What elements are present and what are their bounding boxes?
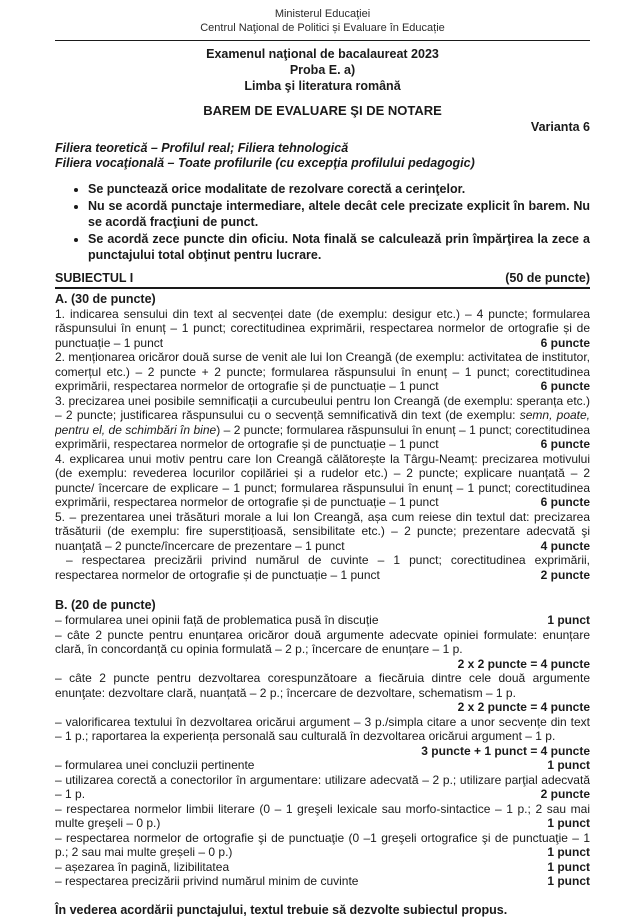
rubric-item-text: – valorificarea textului în dezvoltarea oricărui argument – 3 p./simpla citare a unor secvențe din text – 1 p.; raportarea la experiența personală sau culturală în dezvoltarea oricărui argument – 1 p. [55,715,590,744]
exam-title-block [55,46,590,94]
filiera-line-1: Filiera teoretică – Profilul real; Filiera tehnologică [55,141,590,156]
rubric-item-a2 [55,350,590,394]
rubric-item-b5 [55,758,590,773]
rubric-item-a5 [55,510,590,554]
subject-heading [55,271,590,289]
grading-rule: • Nu se acordă punctaje intermediare, altele decât cele precizate explicit în barem. Nu se acordă fracţiuni de punct. [88,198,590,230]
rubric-item-text: 1. indicarea sensului din text al secvenței date (de exemplu: desigur etc.) – 4 puncte; formularea răspunsului în enunț – 1 punct; corectitudinea exprimării, respectarea normelor de ortografie și de punctuație – 1 punct [55,307,590,350]
rubric-item-text: – formularea unei concluzii pertinente [55,758,254,772]
points-value: 6 puncte [541,336,590,351]
rubric-item-a5b [55,553,590,582]
rubric-item-text: 4. explicarea unui motiv pentru care Ion Creangă călătorește la Târgu-Neamț: precizarea motivului (de exemplu: revederea locurilor copilăriei și a rudelor etc.) – 2 puncte; explicare nuanțată – 2 puncte/ încercare de explicare – 1 punct; formularea răspunsului în enunț – 1 punct; corectitudinea exprimării, respectarea normelor de ortografie și de punctuație – 1 punct [55,452,590,510]
final-note: În vederea acordării punctajului, textul trebuie să dezvolte subiectul propus. [55,903,590,917]
points-value: 6 puncte [541,495,590,510]
header-divider [55,40,590,41]
points-value-line: 3 puncte + 1 punct = 4 puncte [55,744,590,759]
rubric-item-a4 [55,452,590,510]
rubric-item-a3 [55,394,590,452]
rubric-item-b9 [55,860,590,875]
rubric-item-text: – câte 2 puncte pentru enunțarea oricăror două argumente adecvate opiniei formulate: enunțare clară, în concordanță cu opinia formulată – 2 p.; încercare de enunțare – 1 p. [55,628,590,657]
rubric-item-text: – respectarea normelor de ortografie şi de punctuaţie (0 –1 greşeli ortografice şi de punctuaţie – 1 p.; 2 sau mai multe greșeli – 0 p.) [55,831,590,860]
points-value: 2 x 2 puncte = 4 puncte [458,657,590,672]
rubric-item-text: – așezarea în pagină, lizibilitatea [55,860,229,874]
rubric-item-b10 [55,874,590,889]
rubric-item-text: – formularea unei opinii față de problematica pusă în discuție [55,613,379,627]
rubric-item-b3 [55,671,590,715]
points-value: 1 punct [547,845,590,860]
points-value: 2 puncte [541,787,590,802]
rubric-item-b1 [55,613,590,628]
points-value: 4 puncte [541,539,590,554]
subject-title: SUBIECTUL I [55,271,133,286]
rubric-item-b2 [55,628,590,672]
variant-label: Varianta 6 [55,120,590,135]
rubric-item-text: – utilizarea corectă a conectorilor în argumentare: utilizare adecvată – 2 p.; utilizare parţial adecvată – 1 p. [55,773,590,802]
points-value: 1 punct [547,758,590,773]
rubric-item-text: 5. – prezentarea unei trăsături morale a lui Ion Creangă, așa cum reiese din textul dat: precizarea trăsăturii (de exemplu: fire superstițioasă, sensibilitate etc.) – 2 puncte; prezentare adecvată şi nuanţată – 2 puncte/încercare de prezentare – 1 punct [55,510,590,553]
points-value: 6 puncte [541,379,590,394]
points-value: 1 punct [547,816,590,831]
points-value: 2 x 2 puncte = 4 puncte [458,700,590,715]
points-value: 1 punct [547,613,590,628]
section-b-title: B. (20 de puncte) [55,597,590,613]
filiera-block [55,141,590,171]
points-value: 2 puncte [530,568,590,583]
grading-rules-list [55,181,590,263]
rubric-item-text: – respectarea precizării privind numărul de cuvinte – 1 punct; corectitudinea exprimării, respectarea normelor de ortografie și de punctuație – 1 punct [55,553,590,582]
center-name: Centrul Naţional de Politici și Evaluare în Educație [55,21,590,35]
quoted-text: semn, poate, pentru el, de schimbări în bine [55,408,590,437]
exam-subject: Limba şi literatura română [55,78,590,94]
section-a-title: A. (30 de puncte) [55,291,590,307]
rubric-item-b4 [55,715,590,744]
rubric-item-text: – respectarea normelor limbii literare (0 – 1 greşeli lexicale sau morfo-sintactice – 1 p.; 2 sau mai multe greşeli – 0 p.) [55,802,590,831]
exam-title: Examenul naţional de bacalaureat 2023 [55,46,590,62]
points-value: 1 punct [547,874,590,889]
rubric-item-b6 [55,773,590,802]
rubric-item-text: 3. precizarea unei posibile semnificații a curcubeului pentru Ion Creangă (de exemplu: speranța etc.) – 2 puncte; justificarea răspunsului cu o secvență semnificativă din text (de exemplu: [55,394,590,423]
rubric-item-text: – câte 2 puncte pentru dezvoltarea corespunzătoare a fiecăruia dintre cele două argumente enunţate: dezvoltare clară, nuanțată – 2 p.; încercare de dezvoltare, schematism – 1 p. [55,671,590,700]
points-value: 6 puncte [541,437,590,452]
rubric-item-b8 [55,831,590,860]
rubric-item-text: – respectarea precizării privind numărul minim de cuvinte [55,874,358,888]
section-b [55,597,590,889]
rubric-item-text: 2. menționarea oricăror două surse de venit ale lui Ion Creangă (de exemplu: activitatea de institutor, comerțul etc.) – 2 puncte + 2 puncte; formularea răspunsului în enunț – 1 punct; corectitudinea exprimării, respectarea normelor de ortografie și de punctuație – 1 punct [55,350,590,393]
document-header [55,7,590,35]
exam-proba: Proba E. a) [55,62,590,78]
grading-rule: • Se punctează orice modalitate de rezolvare corectă a cerinţelor. [88,181,590,197]
ministry-name: Ministerul Educaţiei [55,7,590,21]
rubric-item-a1 [55,307,590,351]
filiera-line-2: Filiera vocaţională – Toate profilurile (cu excepţia profilului pedagogic) [55,156,590,171]
points-value: 1 punct [547,860,590,875]
subject-total-points: (50 de puncte) [505,271,590,286]
rubric-item-text: ) – 2 puncte; formularea răspunsului în enunț – 1 punct; corectitudinea exprimării, respectarea normelor de ortografie și de punctuație – 1 punct [55,423,590,452]
grading-rule: • Se acordă zece puncte din oficiu. Nota finală se calculează prin împărţirea la zece a punctajului total obţinut pentru lucrare. [88,231,590,263]
rubric-item-b7 [55,802,590,831]
barem-title: BAREM DE EVALUARE ŞI DE NOTARE [55,104,590,119]
